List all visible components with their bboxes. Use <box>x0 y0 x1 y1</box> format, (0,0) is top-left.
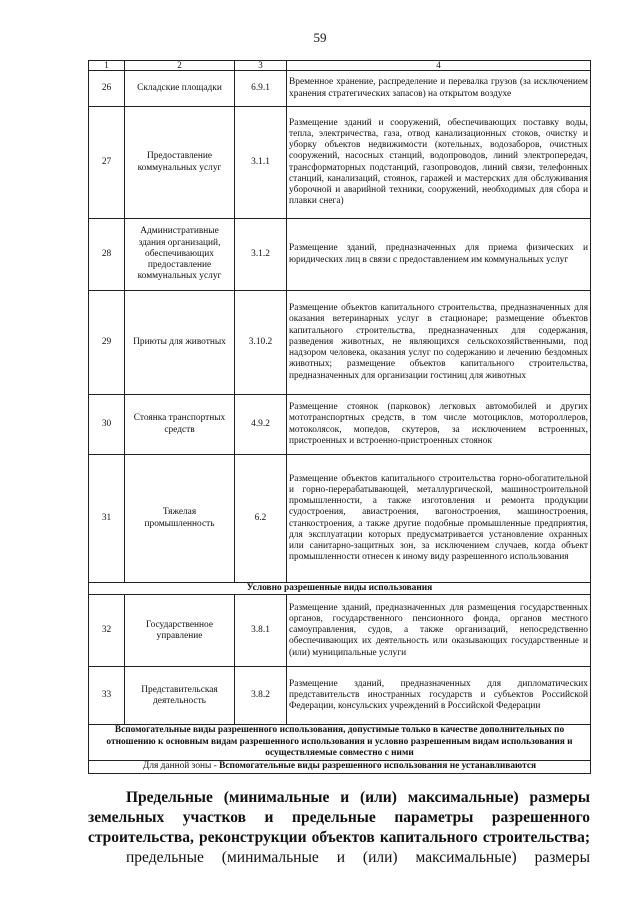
header-cell: 2 <box>125 61 235 71</box>
use-description: Размещение объектов капитального строительства, предназначенных для оказания ветеринарных услуг в стационаре; размещение объектов капитального строительства, предназначенных для содержания, разведения животных, не являющихся сельскохозяйственными, под надзором человека, оказания услуг по содержанию и лечению бездомных животных; размещение объектов капитального строительства, предназначенных для организации гостиниц для животных <box>287 291 591 395</box>
use-description: Размещение зданий и сооружений, обеспечивающих поставку воды, тепла, электричества, газа, отвод канализационных стоков, очистку и уборку объектов недвижимости (котельных, водозаборов, очистных сооружений, насосных станций, водопроводов, линий электропередач, трансформаторных подстанций, газопроводов, линий связи, телефонных станций, канализаций, стоянок, гаражей и мастерских для обслуживания уборочной и аварийной техники, сооружений, необходимых для сбора и плавки снега) <box>287 107 591 219</box>
use-code: 3.8.1 <box>235 595 287 667</box>
paragraph-line: Предельные (минимальные и (или) максимальные) размеры <box>126 789 590 806</box>
use-name: Государственное управление <box>125 595 235 667</box>
table-row <box>89 219 591 291</box>
row-number: 29 <box>89 291 125 395</box>
aux-note-prefix: Для данной зоны - <box>142 761 220 772</box>
use-code: 3.1.1 <box>235 107 287 219</box>
paragraph-line: строительства, реконструкции объектов капитального строительства; <box>88 829 590 846</box>
row-number: 31 <box>89 455 125 583</box>
use-code: 3.1.2 <box>235 219 287 291</box>
use-description: Размещение зданий, предназначенных для размещения государственных органов, государственного пенсионного фонда, органов местного самоуправления, судов, а также организаций, непосредственно обеспечивающих их деятельность или оказывающих государственные и (или) муниципальные услуги <box>287 595 591 667</box>
use-description: Размещение зданий, предназначенных для приема физических и юридических лиц в связи с предоставлением им коммунальных услуг <box>287 219 591 291</box>
use-description: Размещение стоянок (парковок) легковых автомобилей и других мототранспортных средств, в том числе мотоциклов, мотороллеров, мотоколясок, мопедов, скутеров, за исключением встроенных, пристроенных и встроенно-пристроенных стоянок <box>287 395 591 455</box>
table-row <box>89 291 591 395</box>
header-cell: 4 <box>287 61 591 71</box>
use-description: Временное хранение, распределение и перевалка грузов (за исключением хранения стратегических запасов) на открытом воздухе <box>287 71 591 107</box>
table-row <box>89 595 591 667</box>
table-row <box>89 667 591 725</box>
header-cell: 3 <box>235 61 287 71</box>
use-name: Стоянка транспортных средств <box>125 395 235 455</box>
row-number: 32 <box>89 595 125 667</box>
use-name: Представительская деятельность <box>125 667 235 725</box>
row-number: 30 <box>89 395 125 455</box>
use-name: Приюты для животных <box>125 291 235 395</box>
use-code: 4.9.2 <box>235 395 287 455</box>
row-number: 33 <box>89 667 125 725</box>
land-use-table <box>88 60 591 774</box>
section-row-conditional <box>89 583 591 595</box>
row-number: 28 <box>89 219 125 291</box>
use-code: 6.9.1 <box>235 71 287 107</box>
use-code: 6.2 <box>235 455 287 583</box>
body-paragraph <box>88 788 590 868</box>
table-row <box>89 107 591 219</box>
table-header-row <box>89 61 591 71</box>
section-title: Условно разрешенные виды использования <box>89 583 591 595</box>
use-description: Размещение зданий, предназначенных для дипломатических представительств иностранных государств и субъектов Российской Федерации, консульских учреждений в Российской Федерации <box>287 667 591 725</box>
use-code: 3.10.2 <box>235 291 287 395</box>
page-number: 59 <box>313 30 327 45</box>
aux-note-bold: Вспомогательные виды разрешенного использования не устанавливаются <box>219 761 537 772</box>
section-row-auxiliary <box>89 725 591 761</box>
use-name: Предоставление коммунальных услуг <box>125 107 235 219</box>
table-row <box>89 71 591 107</box>
paragraph-line: предельные (минимальные и (или) максимальные) размеры <box>126 849 590 866</box>
aux-note-row <box>89 760 591 773</box>
aux-note <box>89 760 591 773</box>
section-title: Вспомогательные виды разрешенного использования, допустимые только в качестве дополнительных по отношению к основным видам разрешенного использования и условно разрешенным видам использования и осуществляемые совместно с ними <box>89 725 591 761</box>
use-name: Тяжелая промышленность <box>125 455 235 583</box>
use-description: Размещение объектов капитального строительства горно-обогатительной и горно-перерабатывающей, металлургической, машиностроительной промышленности, а также изготовления и ремонта продукции судостроения, авиастроения, вагоностроения, машиностроения, станкостроения, а также другие подобные промышленные предприятия, для эксплуатации которых предусматривается установление охранных или санитарно-защитных зон, за исключением случаев, когда объект промышленности отнесен к иному виду разрешенного использования <box>287 455 591 583</box>
use-name: Складские площадки <box>125 71 235 107</box>
table-row <box>89 395 591 455</box>
row-number: 27 <box>89 107 125 219</box>
header-cell: 1 <box>89 61 125 71</box>
row-number: 26 <box>89 71 125 107</box>
use-name: Административные здания организаций, обеспечивающих предоставление коммунальных услуг <box>125 219 235 291</box>
table-row <box>89 455 591 583</box>
use-code: 3.8.2 <box>235 667 287 725</box>
paragraph-line: земельных участков и предельные параметры разрешенного <box>88 809 590 826</box>
